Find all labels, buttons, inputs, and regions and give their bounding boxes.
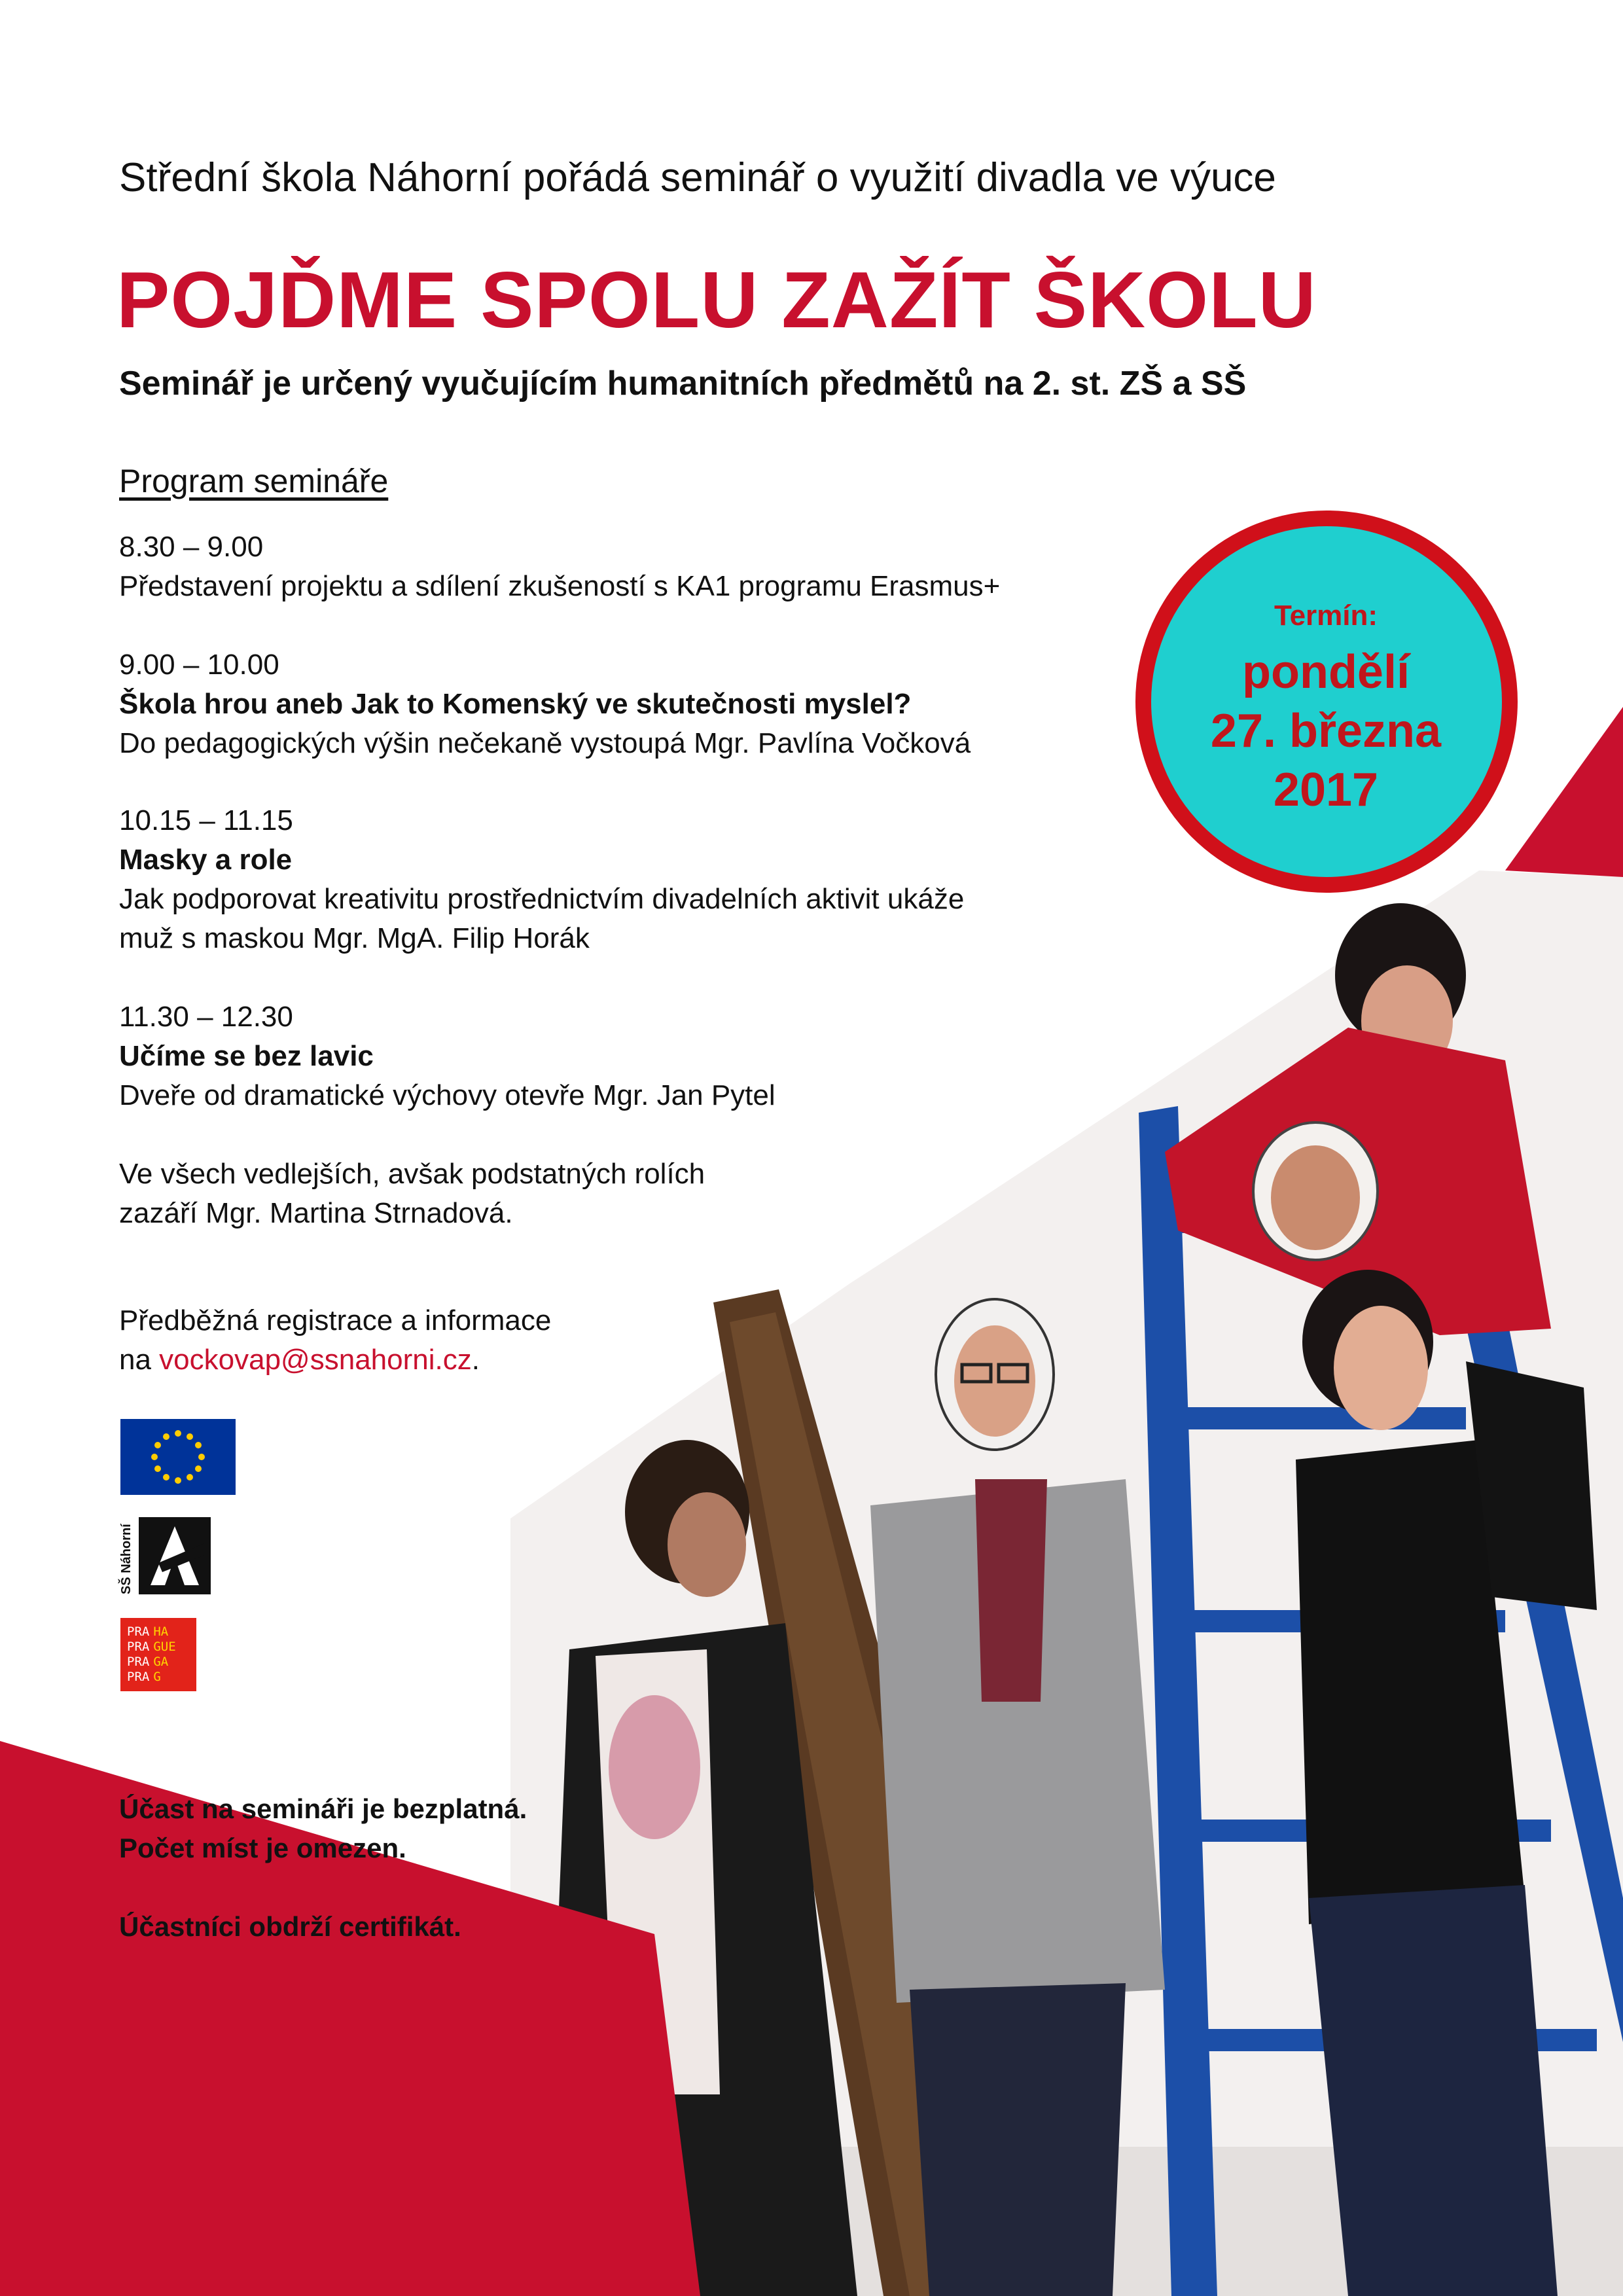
prague-logo-line: PRA GUE <box>127 1640 176 1654</box>
registration-suffix: . <box>471 1344 480 1376</box>
program-item-desc: Jak podporovat kreativitu prostřednictvím divadelních aktivit ukáže <box>119 883 965 915</box>
prague-logo-line: PRA HA <box>127 1624 169 1639</box>
program-item-title: Škola hrou aneb Jak to Komenský ve skutečnosti myslel? <box>119 688 912 720</box>
program-heading: Program semináře <box>119 463 389 499</box>
program-item-desc: muž s maskou Mgr. MgA. Filip Horák <box>119 922 590 954</box>
school-logo-mark <box>139 1517 211 1594</box>
program-note <box>119 1155 705 1233</box>
date-badge-day: pondělí <box>1242 646 1410 698</box>
date-badge-label: Termín: <box>1274 600 1378 632</box>
date-badge-circle <box>1143 518 1510 885</box>
page-title: POJĎME SPOLU ZAŽÍT ŠKOLU <box>116 255 1317 344</box>
footer-line: Účast na semináři je bezplatná. <box>119 1793 527 1824</box>
program-item-title: Masky a role <box>119 844 293 876</box>
program-item-time: 8.30 – 9.00 <box>119 531 264 563</box>
prague-logo-text <box>127 1624 176 1685</box>
registration-line: Předběžná registrace a informace <box>119 1304 552 1336</box>
program-item-desc: Dveře od dramatické výchovy otevře Mgr. Jan Pytel <box>119 1079 776 1111</box>
program-item-time: 10.15 – 11.15 <box>119 804 293 836</box>
program-item <box>119 645 971 763</box>
footer-line: Počet míst je omezen. <box>119 1833 406 1863</box>
registration-contact <box>119 1340 551 1380</box>
program-item <box>119 801 964 958</box>
date-badge-year: 2017 <box>1273 764 1379 816</box>
program-item-title: Učíme se bez lavic <box>119 1040 374 1072</box>
date-badge-date: 27. března <box>1210 705 1442 757</box>
program-note-line: zazáří Mgr. Martina Strnadová. <box>119 1197 513 1229</box>
red-triangle-top-right <box>1505 707 1623 877</box>
audience-line: Seminář je určený vyučujícím humanitních předmětů na 2. st. ZŠ a SŠ <box>119 365 1247 403</box>
program-note-line: Ve všech vedlejších, avšak podstatných rolích <box>119 1158 705 1190</box>
program-item <box>119 997 776 1115</box>
registration-email-link[interactable]: vockovap@ssnahorni.cz <box>159 1344 472 1376</box>
program-item-time: 11.30 – 12.30 <box>119 1001 293 1033</box>
school-logo <box>119 1517 211 1594</box>
program-item <box>119 528 1000 606</box>
footer-line: Účastníci obdrží certifikát. <box>119 1911 461 1942</box>
program-item-desc: Představení projektu a sdílení zkušeností s KA1 programu Erasmus+ <box>119 570 1001 602</box>
organizer-line: Střední škola Náhorní pořádá seminář o využití divadla ve výuce <box>119 155 1276 200</box>
program-item-desc: Do pedagogických výšin nečekaně vystoupá Mgr. Pavlína Vočková <box>119 727 971 759</box>
program-item-time: 9.00 – 10.00 <box>119 649 279 681</box>
registration-info <box>119 1301 551 1380</box>
prague-logo-line: PRA G <box>127 1670 161 1684</box>
school-logo-text: SŠ Náhorní <box>119 1524 134 1594</box>
registration-prefix: na <box>119 1344 160 1376</box>
footer-line <box>119 1868 527 1907</box>
prague-logo <box>120 1618 196 1691</box>
footer-info <box>119 1789 527 1946</box>
eu-flag-logo <box>120 1419 236 1495</box>
prague-logo-line: PRA GA <box>127 1655 169 1669</box>
